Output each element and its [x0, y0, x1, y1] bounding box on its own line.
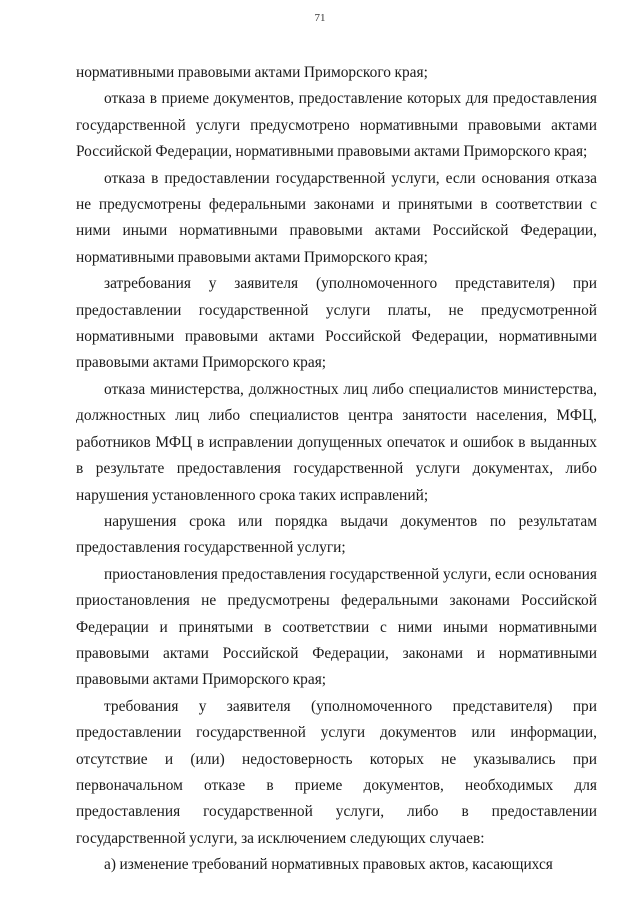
- paragraph-7: приостановления предоставления государственной услуги, если основания приостановления не предусмотрены федеральными законами Российской Федерации и принятыми в соответствии с ними иными нормативными правовыми актами Российской Федерации, законами и нормативными правовыми актами Приморского края;: [76, 565, 597, 689]
- paragraph-3: отказа в предоставлении государственной услуги, если основания отказа не предусмотрены федеральными законами и принятыми в соответствии с ними иными нормативными правовыми актами Российской Федерации, нормативными правовыми актами Приморского края;: [76, 169, 597, 266]
- paragraph-8: требования у заявителя (уполномоченного представителя) при предоставлении государственной услуги документов или информации, отсутствие и (или) недостоверность которых не указывались при первоначальном отказе в приеме документов, необходимых для предоставления государственной услуги, либо в предоставлении государственной услуги, за исключением следующих случаев:: [76, 697, 597, 847]
- paragraph-5: отказа министерства, должностных лиц либо специалистов министерства, должностных лиц либо специалистов центра занятости населения, МФЦ, работников МФЦ в исправлении допущенных опечаток и ошибок в выданных в результате предоставления государственной услуги документах, либо нарушения установленного срока таких исправлений;: [76, 380, 597, 504]
- paragraph-9: а) изменение требований нормативных правовых актов, касающихся: [104, 856, 553, 874]
- paragraph-4: затребования у заявителя (уполномоченного представителя) при предоставлении государственной услуги платы, не предусмотренной нормативными правовыми актами Российской Федерации, нормативными правовыми актами Приморского края;: [76, 275, 597, 372]
- paragraph-2: отказа в приеме документов, предоставление которых для предоставления государственной услуги предусмотрено нормативными правовыми актами Российской Федерации, нормативными правовыми актами Приморского края;: [76, 90, 597, 161]
- page-number: 71: [314, 12, 326, 24]
- document-body: [76, 60, 597, 879]
- paragraph-1: нормативными правовыми актами Приморского края;: [76, 64, 428, 81]
- paragraph-6: нарушения срока или порядка выдачи документов по результатам предоставления государственной услуги;: [76, 512, 597, 557]
